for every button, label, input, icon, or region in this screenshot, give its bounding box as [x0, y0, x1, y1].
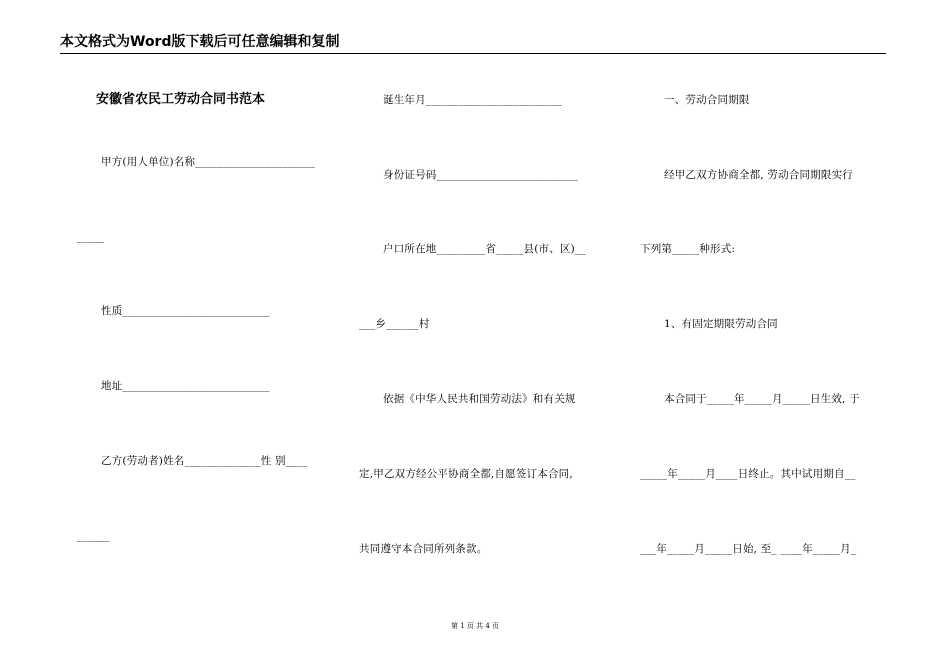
effective-date-line: 本合同于_____年_____月_____日生效, 于 [664, 393, 860, 405]
legal-basis-line: 依据《中华人民共和国劳动法》和有关规 [383, 393, 576, 405]
township-village-line: ___乡______村 [359, 318, 430, 330]
fixed-term-contract-heading: 1、有固定期限劳动合同 [664, 318, 778, 330]
id-number-line: 身份证号码__________________________ [383, 169, 579, 181]
document-header: 本文格式为Word版下载后可任意编辑和复制 [60, 34, 340, 50]
probation-period-line: ___年_____月_____日始, 至_ ____年_____月_ [640, 543, 857, 555]
header-divider [60, 53, 886, 54]
agreement-line: 定,甲乙双方经公平协商全都,自愿签订本合同, [359, 468, 573, 480]
document-title: 安徽省农民工劳动合同书范本 [96, 92, 266, 107]
term-form-line: 下列第_____种形式: [640, 243, 736, 255]
party-a-name-continuation: _____ [77, 231, 105, 243]
party-b-name-continuation: ______ [77, 530, 110, 542]
address-line: 地址___________________________ [101, 380, 270, 392]
party-b-name-line: 乙方(劳动者)姓名______________性 别____ [101, 455, 308, 467]
party-a-name-line: 甲方(用人单位)名称______________________ [101, 156, 316, 168]
household-registration-line: 户口所在地_________省_____县(市、区)__ [383, 243, 586, 255]
birth-date-line: 诞生年月_________________________ [383, 94, 563, 106]
section-contract-term-heading: 一、劳动合同期限 [664, 94, 750, 106]
compliance-line: 共同遵守本合同所列条款。 [359, 543, 488, 555]
termination-date-line: _____年_____月____日终止。其中试用期自__ [640, 468, 856, 480]
page-number: 第 1 页 共 4 页 [450, 622, 500, 630]
nature-line: 性质___________________________ [101, 305, 270, 317]
term-agreement-line: 经甲乙双方协商全都, 劳动合同期限实行 [664, 169, 853, 181]
